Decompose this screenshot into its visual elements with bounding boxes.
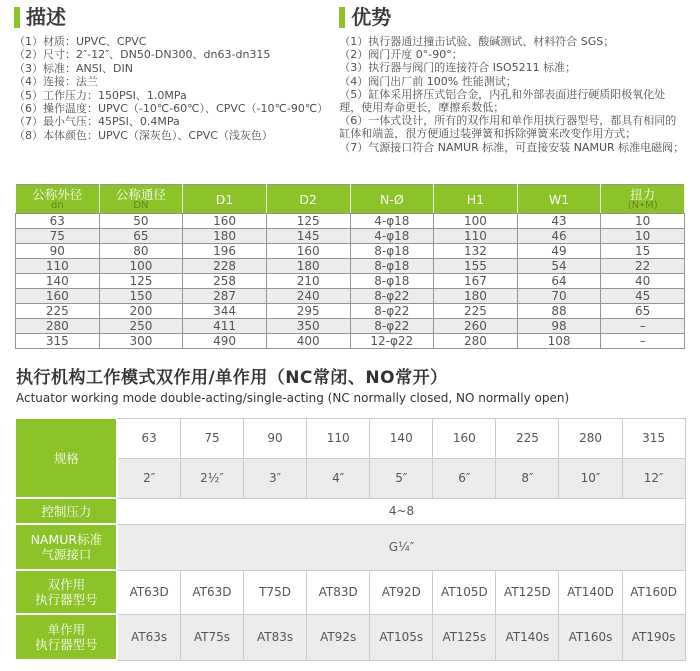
dimension-table-cell: 64 (517, 274, 601, 289)
dimension-table-cell: 100 (99, 259, 183, 274)
inch-size-cell: 8″ (496, 458, 559, 498)
dimension-table-cell: 196 (183, 244, 267, 259)
dimension-table-row (16, 319, 685, 334)
dimension-table-cell: 12-φ22 (350, 334, 434, 349)
double-acting-model-cell: AT63D (117, 570, 180, 614)
dimension-table-cell: 110 (16, 259, 100, 274)
dimension-table-row (16, 214, 685, 229)
dimension-table-row (16, 334, 685, 349)
dimension-table-cell: 8-φ22 (350, 304, 434, 319)
size-cell: 75 (180, 418, 243, 458)
description-item: （4）连接：法兰 (14, 75, 98, 89)
dimension-table-cell: 200 (99, 304, 183, 319)
advantage-item: （1）执行器通过撞击试验、酸碱测试、材料符合 SGS； (339, 35, 615, 48)
dimension-table-cell: 400 (266, 334, 350, 349)
dimension-table-cell: 70 (517, 289, 601, 304)
dimension-table-row (16, 289, 685, 304)
dimension-table-cell: 50 (99, 214, 183, 229)
double-acting-model-cell: AT125D (496, 570, 559, 614)
dimension-table-cell: 150 (99, 289, 183, 304)
advantage-item: （7）气源接口符合 NAMUR 标准，可直接安装 NAMUR 标准电磁阀； (339, 140, 685, 154)
namur-port-label: NAMUR标准 气源接口 (15, 524, 117, 570)
dimension-table-cell: 88 (517, 304, 601, 319)
size-row (15, 418, 685, 458)
dimension-table-cell: 10 (601, 214, 685, 229)
dimension-table-cell: 54 (517, 259, 601, 274)
advantages-list (339, 35, 686, 154)
dimension-table-cell: 210 (266, 274, 350, 289)
advantage-item: （5）缸体采用挤压式铝合金，内孔和外部表面进行硬质阳极氧化处理，使用寿命更长，摩擦系数低； (339, 87, 666, 115)
inch-size-cell: 2½″ (180, 458, 243, 498)
inch-size-cell: 6″ (433, 458, 496, 498)
inch-size-cell: 5″ (370, 458, 433, 498)
dimension-table-cell: 344 (183, 304, 267, 319)
control-pressure-label: 控制压力 (15, 498, 117, 524)
size-cell: 110 (307, 418, 370, 458)
description-section (14, 6, 339, 154)
dimension-table-cell: 300 (99, 334, 183, 349)
dimension-table-cell: 225 (16, 304, 100, 319)
dimension-table-cell: 49 (517, 244, 601, 259)
advantage-item: （6）一体式设计，所有的双作用和单作用执行器型号，都具有相同的缸体和端盖，很方便通过装弹簧和拆除弹簧来改变作用方式； (339, 114, 677, 141)
advantages-title: 优势 (351, 5, 392, 29)
size-cell: 63 (117, 418, 180, 458)
dimension-table-row (16, 259, 685, 274)
single-acting-row (15, 614, 685, 660)
dimension-table-cell: 260 (434, 319, 518, 334)
dimension-table-cell: 110 (434, 229, 518, 244)
dimension-table-cell: 167 (434, 274, 518, 289)
dimension-table-cell: 160 (183, 214, 267, 229)
dimension-table-cell: 250 (99, 319, 183, 334)
dimension-table-header-cell: D1 (183, 185, 267, 214)
dimension-table-cell: 90 (16, 244, 100, 259)
single-acting-model-cell: AT190s (622, 614, 685, 660)
inch-size-cell: 3″ (244, 458, 307, 498)
single-acting-model-cell: AT105s (370, 614, 433, 660)
dimension-table-cell: 63 (16, 214, 100, 229)
green-bar-icon (339, 7, 345, 28)
dimension-table-cell: 65 (99, 229, 183, 244)
single-acting-model-cell: AT83s (244, 614, 307, 660)
dimension-table-cell: 4-φ18 (350, 214, 434, 229)
dimension-table (15, 184, 685, 349)
dimension-table-cell: 225 (434, 304, 518, 319)
double-acting-model-cell: AT140D (559, 570, 622, 614)
size-cell: 90 (244, 418, 307, 458)
advantage-item: （4）阀门出厂前 100% 性能测试； (339, 74, 517, 88)
dimension-table-cell: 8-φ22 (350, 319, 434, 334)
description-item: （8）本体颜色：UPVC（深灰色）、CPVC（浅灰色） (14, 128, 273, 142)
single-acting-model-cell: AT160s (559, 614, 622, 660)
double-acting-model-cell: AT83D (307, 570, 370, 614)
size-cell: 225 (496, 418, 559, 458)
dimension-table-cell: 180 (183, 229, 267, 244)
dimension-table-cell: 15 (601, 244, 685, 259)
dimension-table-cell: 160 (16, 289, 100, 304)
dimension-table-header-cell: 公称通径 DN (99, 185, 183, 214)
description-item: （2）尺寸：2″-12″、DN50-DN300、dn63-dn315 (14, 48, 271, 62)
dimension-table-header-cell: 扭力 (N•M) (601, 185, 685, 214)
actuator-mode-heading-zh: 执行机构工作模式双作用/单作用（NC常闭、NO常开） (16, 368, 448, 388)
dimension-table-cell: 4-φ18 (350, 229, 434, 244)
advantages-section (339, 6, 686, 154)
single-acting-row-label: 单作用 执行器型号 (15, 614, 117, 660)
advantage-item: （3）执行器与阀门的连接符合 ISO5211 标准； (339, 61, 577, 75)
dimension-table-cell: 80 (99, 244, 183, 259)
double-acting-model-cell: AT63D (180, 570, 243, 614)
double-acting-row (15, 570, 685, 614)
namur-port-value: G¼″ (117, 524, 685, 570)
dimension-table-cell: 45 (601, 289, 685, 304)
actuator-mode-heading-en: Actuator working mode double-acting/single-acting (NC normally closed, NO normally open) (16, 391, 570, 405)
size-cell: 160 (433, 418, 496, 458)
dimension-table-header-cell: D2 (266, 185, 350, 214)
advantage-item: （2）阀门开度 0°-90°； (339, 48, 463, 62)
dimension-table-cell: 490 (183, 334, 267, 349)
green-bar-icon (14, 7, 20, 28)
single-acting-model-cell: AT75s (180, 614, 243, 660)
dimension-table-cell: 65 (601, 304, 685, 319)
dimension-table-cell: 155 (434, 259, 518, 274)
top-sections (14, 6, 686, 154)
description-item: （7）最小气压：45PSI、0.4MPa (14, 115, 180, 129)
dimension-table-cell: 8-φ18 (350, 244, 434, 259)
double-acting-model-cell: AT92D (370, 570, 433, 614)
namur-port-row (15, 524, 685, 570)
dimension-table-cell: 140 (16, 274, 100, 289)
description-title-row (14, 6, 333, 28)
spec-row-label: 规格 (15, 418, 117, 498)
dimension-table-cell: 350 (266, 319, 350, 334)
dimension-table-cell: 8-φ18 (350, 274, 434, 289)
dimension-table-cell: 98 (517, 319, 601, 334)
inch-size-cell: 10″ (559, 458, 622, 498)
dimension-table-cell: 132 (434, 244, 518, 259)
dimension-table-cell: 258 (183, 274, 267, 289)
size-cell: 280 (559, 418, 622, 458)
dimension-table-cell: 125 (99, 274, 183, 289)
dimension-table-cell: 100 (434, 214, 518, 229)
dimension-table-header-cell: N-Ø (350, 185, 434, 214)
dimension-table-cell: 295 (266, 304, 350, 319)
single-acting-model-cell: AT63s (117, 614, 180, 660)
double-acting-model-cell: T75D (244, 570, 307, 614)
dimension-table-cell: 228 (183, 259, 267, 274)
dimension-table-cell: 280 (16, 319, 100, 334)
dimension-table-cell: – (601, 334, 685, 349)
inch-size-cell: 2″ (117, 458, 180, 498)
dimension-table-header-cell: 公称外径 dn (16, 185, 100, 214)
dimension-table-cell: 180 (434, 289, 518, 304)
dimension-table-cell: 315 (16, 334, 100, 349)
dimension-table-row (16, 304, 685, 319)
dimension-table-row (16, 244, 685, 259)
actuator-table (14, 417, 685, 661)
double-acting-model-cell: AT160D (622, 570, 685, 614)
dimension-table-cell: 10 (601, 229, 685, 244)
advantages-title-row (339, 6, 686, 28)
dimension-table-cell: 8-φ22 (350, 289, 434, 304)
dimension-table-cell: 22 (601, 259, 685, 274)
dimension-table-cell: 125 (266, 214, 350, 229)
dimension-table-cell: 43 (517, 214, 601, 229)
double-acting-model-cell: AT105D (433, 570, 496, 614)
inch-size-cell: 4″ (307, 458, 370, 498)
dimension-table-header-row (16, 185, 685, 214)
dimension-table-cell: 145 (266, 229, 350, 244)
dimension-table-cell: 75 (16, 229, 100, 244)
actuator-mode-heading-block (16, 363, 686, 405)
dimension-table-cell: 46 (517, 229, 601, 244)
description-item: （5）工作压力：150PSI、1.0MPa (14, 88, 187, 102)
description-item: （1）材质：UPVC、CPVC (14, 35, 147, 48)
dimension-table-cell: 240 (266, 289, 350, 304)
inch-size-cell: 12″ (622, 458, 685, 498)
dimension-table-header-cell: H1 (434, 185, 518, 214)
dimension-table-cell: 160 (266, 244, 350, 259)
dimension-table-cell: 280 (434, 334, 518, 349)
single-acting-model-cell: AT125s (433, 614, 496, 660)
dimension-table-cell: – (601, 319, 685, 334)
description-item: （6）操作温度：UPVC（-10℃-60℃）、CPVC（-10℃-90℃） (14, 102, 329, 116)
size-cell: 140 (370, 418, 433, 458)
dimension-table-cell: 411 (183, 319, 267, 334)
description-list (14, 35, 333, 142)
control-pressure-value: 4~8 (117, 498, 685, 524)
dimension-table-cell: 40 (601, 274, 685, 289)
dimension-table-cell: 287 (183, 289, 267, 304)
description-item: （3）标准：ANSI、DIN (14, 61, 133, 75)
dimension-table-cell: 8-φ18 (350, 259, 434, 274)
description-title: 描述 (26, 5, 66, 29)
control-pressure-row (15, 498, 685, 524)
dimension-table-cell: 108 (517, 334, 601, 349)
dimension-table-cell: 180 (266, 259, 350, 274)
double-acting-row-label: 双作用 执行器型号 (15, 570, 117, 614)
dimension-table-row (16, 229, 685, 244)
dimension-table-header-cell: W1 (517, 185, 601, 214)
dimension-table-row (16, 274, 685, 289)
single-acting-model-cell: AT92s (307, 614, 370, 660)
single-acting-model-cell: AT140s (496, 614, 559, 660)
size-cell: 315 (622, 418, 685, 458)
